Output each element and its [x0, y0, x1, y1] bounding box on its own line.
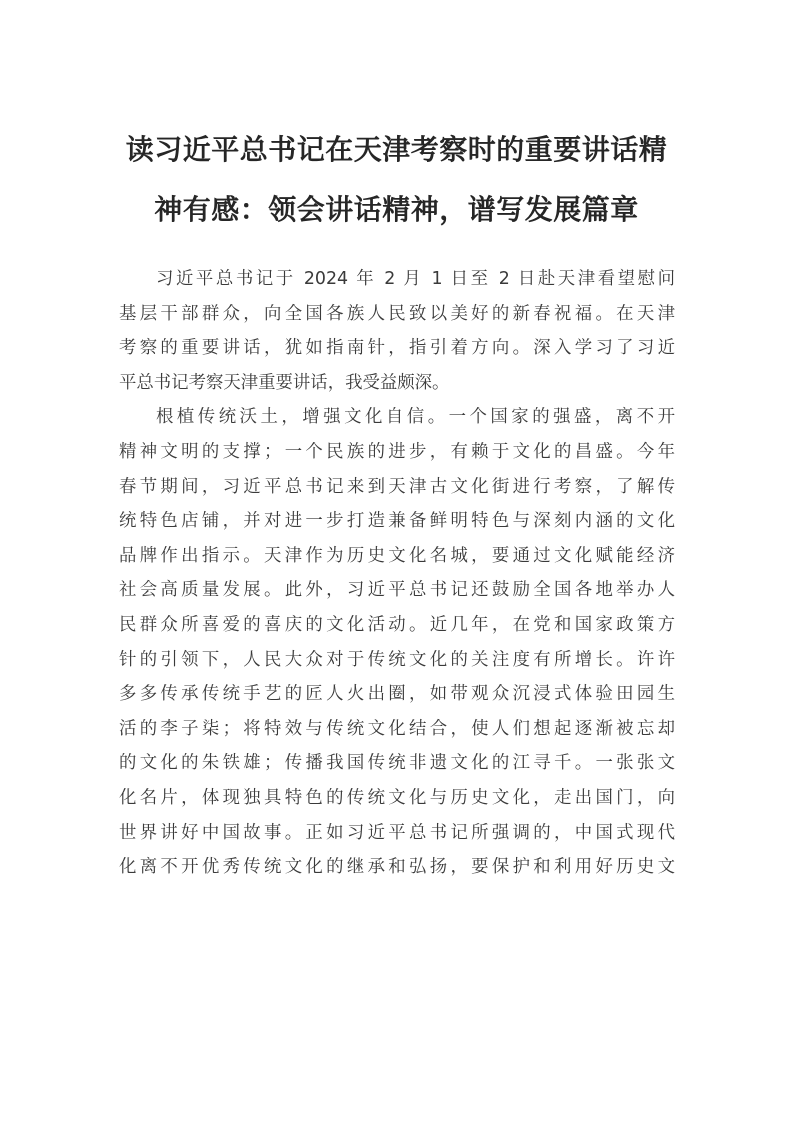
paragraph-line: 民群众所喜爱的喜庆的文化活动。近几年，在党和国家政策方: [119, 614, 675, 635]
title-line-1: 读习近平总书记在天津考察时的重要讲话精: [125, 133, 668, 166]
title-line-2: 神有感：领会讲话精神，谱写发展篇章: [154, 193, 639, 226]
paragraph-line: 平总书记考察天津重要讲话，我受益颇深。: [119, 372, 450, 393]
paragraph-line: 多多传承传统手艺的匠人火出圈，如带观众沉浸式体验田园生: [119, 684, 675, 705]
paragraph-culture: [119, 400, 675, 884]
paragraph-line: 的文化的朱铁雄；传播我国传统非遗文化的江寻千。一张张文: [119, 753, 675, 774]
paragraph-line: 活的李子柒；将特效与传统文化结合，使人们想起逐渐被忘却: [119, 718, 675, 739]
paragraph-line: 化名片，体现独具特色的传统文化与历史文化，走出国门，向: [119, 787, 675, 808]
paragraph-line: 化离不开优秀传统文化的继承和弘扬，要保护和利用好历史文: [119, 857, 675, 878]
paragraph-line: 春节期间，习近平总书记来到天津古文化街进行考察，了解传: [119, 476, 675, 497]
paragraph-line: 品牌作出指示。天津作为历史文化名城，要通过文化赋能经济: [119, 545, 675, 566]
paragraph-line: 习近平总书记于 2024 年 2 月 1 日至 2 日赴天津看望慰问: [156, 269, 675, 289]
paragraph-line: 基层干部群众，向全国各族人民致以美好的新春祝福。在天津: [119, 303, 675, 324]
paragraph-line: 统特色店铺，并对进一步打造兼备鲜明特色与深刻内涵的文化: [119, 511, 675, 532]
paragraph-line: 考察的重要讲话，犹如指南针，指引着方向。深入学习了习近: [119, 338, 675, 359]
paragraph-intro: [119, 262, 675, 400]
paragraph-line: 根植传统沃土，增强文化自信。一个国家的强盛，离不开: [156, 407, 675, 428]
document-body: [119, 262, 675, 885]
paragraph-line: 针的引领下，人民大众对于传统文化的关注度有所增长。许许: [119, 649, 675, 670]
paragraph-line: 世界讲好中国故事。正如习近平总书记所强调的，中国式现代: [119, 822, 675, 843]
paragraph-line: 社会高质量发展。此外，习近平总书记还鼓励全国各地举办人: [119, 580, 675, 601]
document-title: [100, 120, 693, 240]
paragraph-line: 精神文明的支撑；一个民族的进步，有赖于文化的昌盛。今年: [119, 441, 675, 462]
